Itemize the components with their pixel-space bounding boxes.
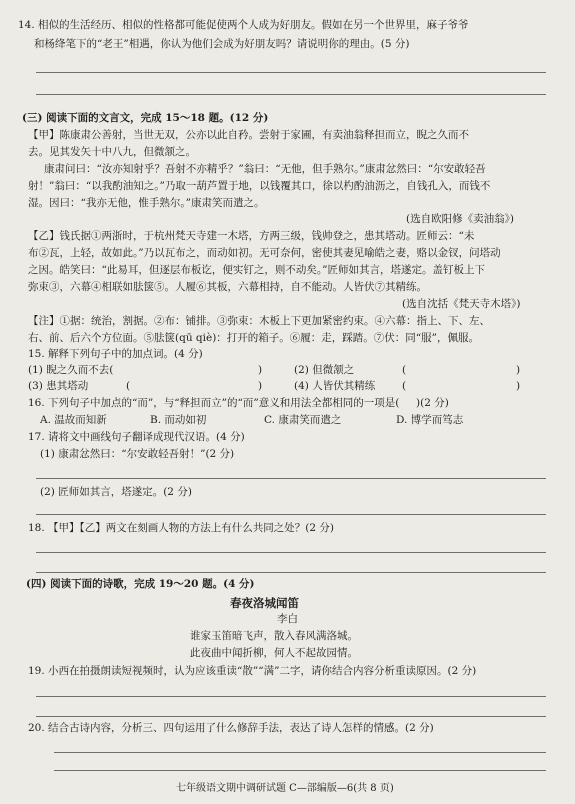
section4-heading: (四) 阅读下面的诗歌，完成 19～20 题。(4 分) bbox=[26, 578, 255, 590]
q15-item3: (3) 患其塔动 bbox=[28, 380, 89, 392]
paren-close: ) bbox=[258, 364, 263, 376]
jia-line: 【甲】陈康肃公善射，当世无双，公亦以此自矜。尝射于家圃，有卖油翁释担而立，睨之久而不 bbox=[28, 129, 469, 141]
q17-prompt: 17. 请将文中画线句子翻译成现代汉语。(4 分) bbox=[28, 431, 245, 443]
q15-item1: (1) 睨之久而不去( bbox=[28, 364, 114, 376]
answer-line[interactable] bbox=[36, 572, 546, 573]
q15-item4: (4) 人皆伏其精练 bbox=[294, 380, 376, 392]
page-footer: 七年级语文期中调研试题 C—部编版—6(共 8 页) bbox=[176, 783, 394, 794]
answer-line[interactable] bbox=[54, 752, 546, 753]
q17-2: (2) 匠师如其言，塔遂定。(2 分) bbox=[40, 486, 192, 498]
jia-source: (选自欧阳修《卖油翁》) bbox=[406, 213, 514, 225]
yi-source: (选自沈括《梵天寺木塔》) bbox=[402, 298, 521, 310]
q20-prompt: 20. 结合古诗内容，分析三、四句运用了什么修辞手法，表达了诗人怎样的情感。(2 分) bbox=[28, 722, 434, 734]
notes-line: 【注】①据：统治，割据。②布：铺排。③弥束：木板上下更加紧密约束。④六幕：指上、下、左、 bbox=[28, 315, 490, 327]
jia-line: 射！”翁曰：“以我酌油知之。”乃取一葫芦置于地，以钱覆其口，徐以杓酌油沥之，自钱孔入，而钱不 bbox=[28, 180, 491, 192]
answer-line[interactable] bbox=[36, 514, 546, 515]
answer-line[interactable] bbox=[36, 552, 546, 553]
answer-line[interactable] bbox=[36, 716, 546, 717]
paren-open: ( bbox=[126, 380, 131, 392]
jia-line: 湿。因曰：“我亦无他，惟手熟尔。”康肃笑而遣之。 bbox=[28, 197, 265, 209]
q16-option-a[interactable]: A. 温故而知新 bbox=[40, 414, 107, 426]
q16-option-c[interactable]: C. 康肃笑而遣之 bbox=[264, 414, 342, 426]
jia-line: 去。见其发矢十中八九，但微颔之。 bbox=[28, 146, 196, 158]
q14-line2: 和杨绛笔下的“老王”相遇，你认为他们会成为好朋友吗？请说明你的理由。(5 分) bbox=[34, 38, 410, 50]
poem-line: 谁家玉笛暗飞声，散入春风满洛城。 bbox=[190, 630, 358, 642]
jia-line: 康肃问曰：“汝亦知射乎？吾射不亦精乎？”翁曰：“无他，但手熟尔。”康肃忿然曰：“尔安敢轻吾 bbox=[44, 163, 486, 175]
poem-author: 李白 bbox=[277, 613, 298, 625]
q16-option-b[interactable]: B. 而动如初 bbox=[150, 414, 207, 426]
q17-1: (1) 康肃忿然曰：“尔安敢轻吾射！”(2 分) bbox=[40, 448, 235, 460]
yi-line: 之因。皓笑曰：“此易耳，但逐层布板讫，便实钉之，则不动矣。”匠师如其言，塔遂定。盖钉板上下 bbox=[28, 264, 485, 276]
paren-close: ) bbox=[258, 380, 263, 392]
q15-item2: (2) 但微颔之 bbox=[294, 364, 355, 376]
paren-open: ( bbox=[402, 380, 407, 392]
q16-option-d[interactable]: D. 博学而笃志 bbox=[396, 414, 464, 426]
poem-line: 此夜曲中闻折柳，何人不起故园情。 bbox=[190, 647, 358, 659]
paren-close: ) bbox=[516, 364, 521, 376]
poem-title: 春夜洛城闻笛 bbox=[230, 596, 299, 610]
answer-line[interactable] bbox=[54, 770, 546, 771]
answer-line[interactable] bbox=[36, 72, 546, 73]
q16-prompt: 16. 下列句子中加点的“而”，与“释担而立”的“而”意义和用法全都相同的一项是( )(2 分) bbox=[28, 397, 449, 409]
q18-prompt: 18. 【甲】【乙】两文在刻画人物的方法上有什么共同之处？(2 分) bbox=[28, 522, 334, 534]
answer-line[interactable] bbox=[36, 478, 546, 479]
notes-line: 右、前、后六个方位面。⑤胠箧(qū qiè)：打开的箱子。⑥履：走，踩踏。⑦伏：同“服”，佩服。 bbox=[28, 332, 480, 344]
q15-prompt: 15. 解释下列句子中的加点词。(4 分) bbox=[28, 348, 203, 360]
section3-heading: (三) 阅读下面的文言文，完成 15～18 题。(12 分) bbox=[22, 112, 269, 124]
paren-close: ) bbox=[516, 380, 521, 392]
yi-line: 弥束③，六幕④相联如胠箧⑤。人履⑥其板，六幕相持，自不能动。人皆伏⑦其精练。 bbox=[28, 281, 427, 293]
q14-line1: 14. 相似的生活经历、相似的性格都可能促使两个人成为好朋友。假如在另一个世界里，麻子爷爷 bbox=[18, 19, 469, 31]
answer-line[interactable] bbox=[36, 696, 546, 697]
q19-prompt: 19. 小西在拍摄朗读短视频时，认为应该重读“散”“满”二字，请你结合内容分析重读原因。(2 分) bbox=[28, 665, 477, 677]
answer-line[interactable] bbox=[36, 94, 546, 95]
yi-line: 【乙】钱氏据①两浙时，于杭州梵天寺建一木塔，方两三级，钱帅登之，患其塔动。匠师云：“未 bbox=[28, 230, 475, 242]
paren-open: ( bbox=[402, 364, 407, 376]
yi-line: 布②瓦，上轻，故如此。”乃以瓦布之，而动如初。无可奈何，密使其妻见喻皓之妻，赂以金钗，问塔动 bbox=[28, 247, 501, 259]
